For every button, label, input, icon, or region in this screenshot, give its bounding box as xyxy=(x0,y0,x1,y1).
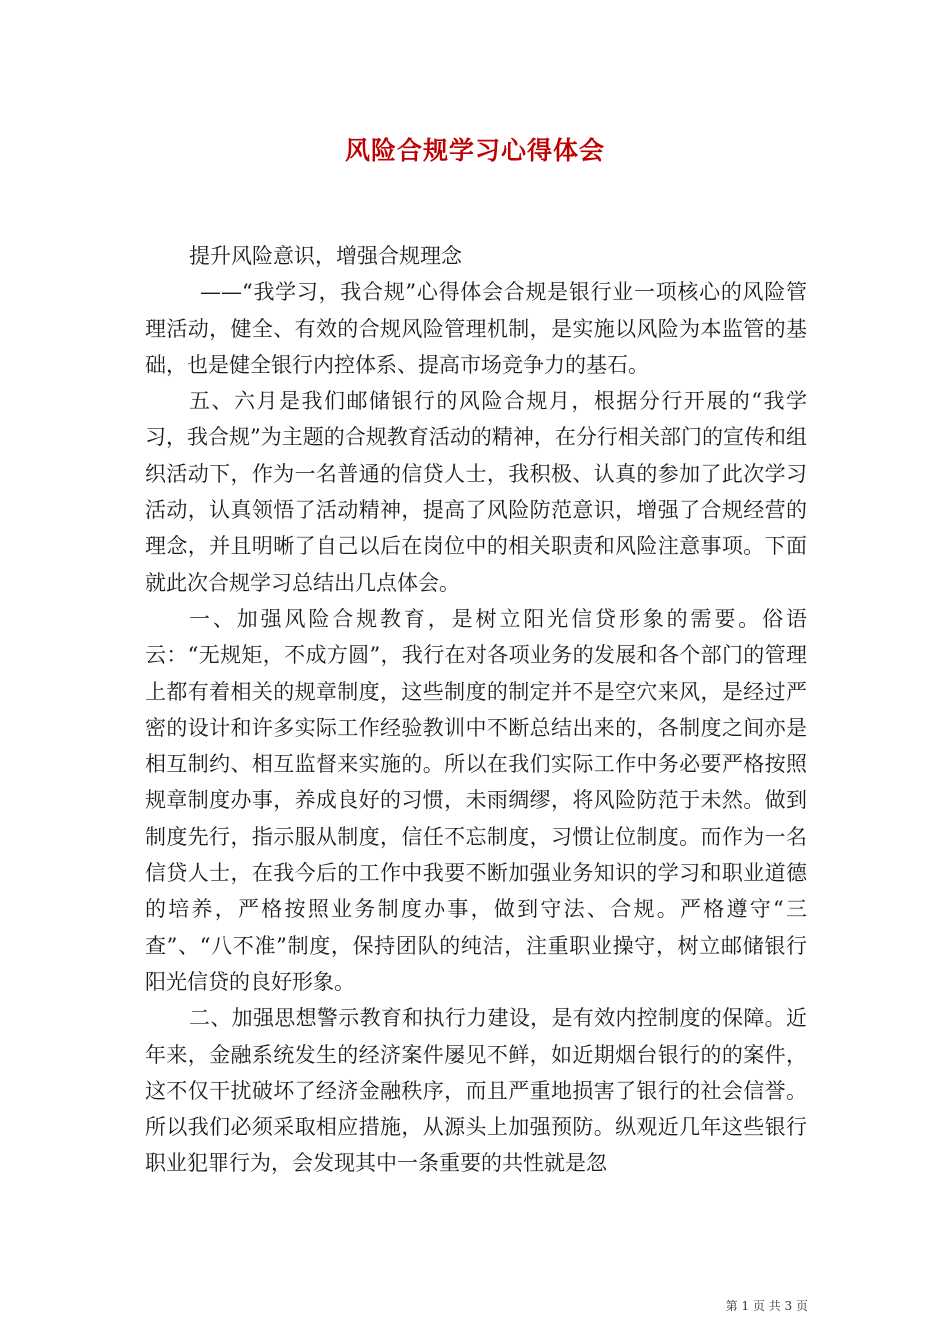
page-number: 第 1 页 共 3 页 xyxy=(725,1299,808,1313)
page-title: 风险合规学习心得体会 xyxy=(344,136,605,165)
paragraph-point-one: 一、加强风险合规教育，是树立阳光信贷形象的需要。俗语云：“无规矩，不成方圆”，我行在对各项业务的发展和各个部门的管理上都有着相关的规章制度，这些制度的制定并不是空穴来风，是经过严密的设计和许多实际工作经验教训中不断总结出来的，各制度之间亦是相互制约、相互监督来实施的。所以在我们实际工作中务必要严格按照规章制度办事，养成良好的习惯，未雨绸缪，将风险防范于未然。做到制度先行，指示服从制度，信任不忘制度，习惯让位制度。而作为一名信贷人士，在我今后的工作中我要不断加强业务知识的学习和职业道德的培养，严格按照业务制度办事，做到守法、合规。严格遵守“三查”、“八不准”制度，保持团队的纯洁，注重职业操守，树立邮储银行阳光信贷的良好形象。 xyxy=(145,606,807,994)
paragraph-intro: ——“我学习，我合规”心得体会合规是银行业一项核心的风险管理活动，健全、有效的合规风险管理机制，是实施以风险为本监管的基础，也是健全银行内控体系、提高市场竞争力的基石。 xyxy=(145,280,807,377)
document-subtitle: 提升风险意识，增强合规理念 xyxy=(189,244,462,268)
paragraph-point-two: 二、加强思想警示教育和执行力建设，是有效内控制度的保障。近年来，金融系统发生的经济案件屡见不鲜，如近期烟台银行的的案件，这不仅干扰破坏了经济金融秩序，而且严重地损害了银行的社会信誉。所以我们必须采取相应措施，从源头上加强预防。纵观近几年这些银行职业犯罪行为，会发现其中一条重要的共性就是忽 xyxy=(145,1006,807,1176)
document-body xyxy=(145,238,807,1182)
paragraph-background: 五、六月是我们邮储银行的风险合规月，根据分行开展的“我学习，我合规”为主题的合规教育活动的精神，在分行相关部门的宣传和组织活动下，作为一名普通的信贷人士，我积极、认真的参加了此次学习活动，认真领悟了活动精神，提高了风险防范意识，增强了合规经营的理念，并且明晰了自己以后在岗位中的相关职责和风险注意事项。下面就此次合规学习总结出几点体会。 xyxy=(145,389,807,595)
